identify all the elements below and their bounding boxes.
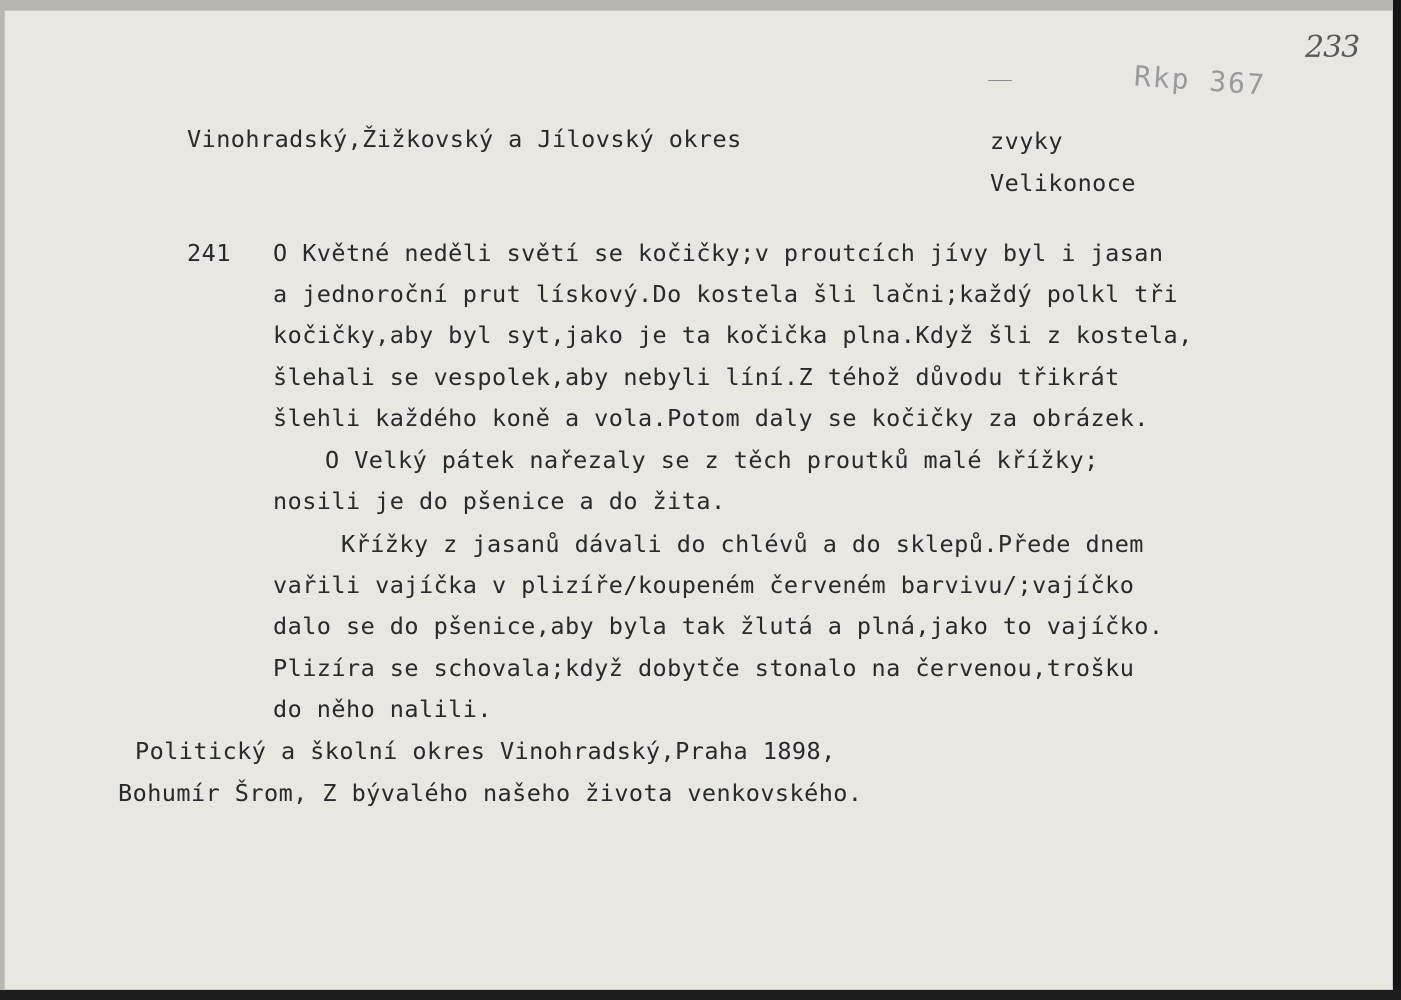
header-districts: Vinohradský,Žižkovský a Jílovský okres xyxy=(187,125,742,153)
entry-line: do něho nalili. xyxy=(273,695,492,723)
entry-line: O Květné neděli světí se kočičky;v proutcích jívy byl i jasan xyxy=(273,239,1164,267)
entry-number: 241 xyxy=(187,239,231,267)
entry-line: dalo se do pšenice,aby byla tak žlutá a plná,jako to vajíčko. xyxy=(273,612,1164,640)
source-line: Bohumír Šrom, Z bývalého našeho života venkovského. xyxy=(118,779,863,807)
entry-line: šlehli každého koně a vola.Potom daly se kočičky za obrázek. xyxy=(273,404,1149,432)
entry-line: kočičky,aby byl syt,jako je ta kočička plna.Když šli z kostela, xyxy=(273,321,1193,349)
scan-edge-right xyxy=(1393,0,1401,1000)
header-subcategory: Velikonoce xyxy=(990,169,1136,197)
pencil-mark xyxy=(988,80,1012,81)
archive-stamp: Rkp 367 xyxy=(1133,59,1268,102)
entry-line: Plizíra se schovala;když dobytče stonalo na červenou,trošku xyxy=(273,654,1135,682)
header-category: zvyky xyxy=(990,127,1063,155)
entry-line: a jednoroční prut lískový.Do kostela šli lačni;každý polkl tři xyxy=(273,280,1179,308)
entry-line: vařili vajíčka v plizíře/koupeném červeném barvivu/;vajíčko xyxy=(273,571,1135,599)
scan-edge-bottom xyxy=(0,990,1401,1000)
entry-line: šlehali se vespolek,aby nebyli líní.Z téhož důvodu třikrát xyxy=(273,363,1120,391)
entry-line: nosili je do pšenice a do žita. xyxy=(273,487,726,515)
source-line: Politický a školní okres Vinohradský,Praha 1898, xyxy=(135,737,836,765)
page-number: 233 xyxy=(1305,30,1360,65)
entry-line: O Velký pátek nařezaly se z těch proutků malé křížky; xyxy=(325,446,1099,474)
entry-line: Křížky z jasanů dávali do chlévů a do sklepů.Přede dnem xyxy=(341,530,1144,558)
